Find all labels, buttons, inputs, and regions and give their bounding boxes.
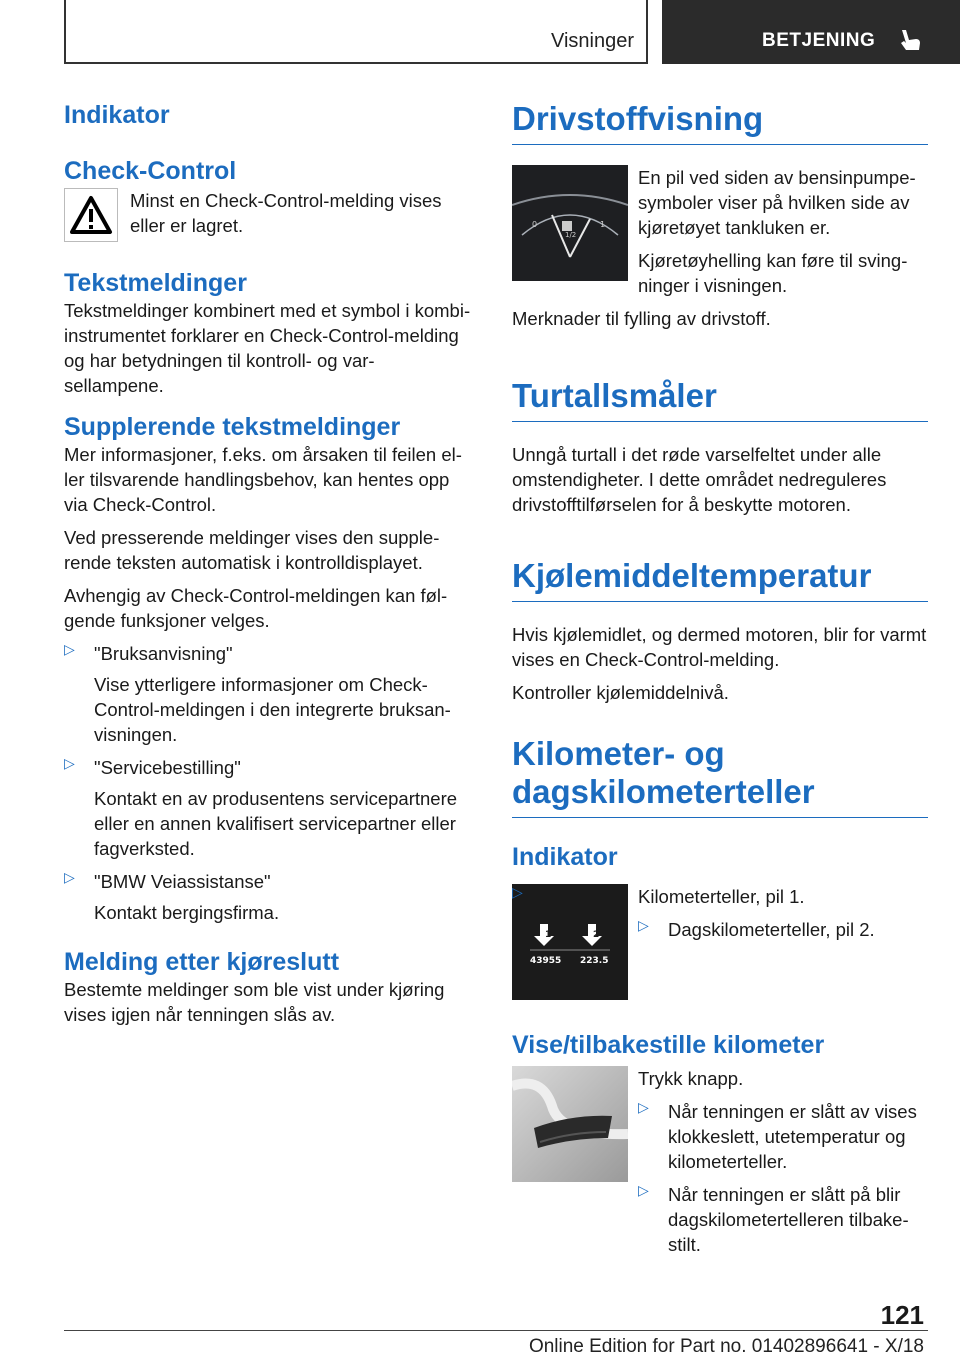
heading-kjolemiddeltemperatur: Kjølemiddeltemperatur xyxy=(512,557,928,602)
drivstoff-paragraph-3: Merknader til fylling av drivstoff. xyxy=(512,308,771,329)
bullet-triangle-icon: ▷ xyxy=(512,884,523,900)
chapter-tab-label: BETJENING xyxy=(762,30,876,51)
list-item: ▷ Dagskilometerteller, pil 2. xyxy=(638,917,875,940)
svg-text:2: 2 xyxy=(593,930,600,940)
bullet-triangle-icon: ▷ xyxy=(64,755,75,771)
list-item: ▷ "Bruksanvisning" Vise ytterligere informasjoner om Check-Control-meldingen i den integrerte bruksan-visningen. xyxy=(64,641,451,745)
turtall-text: Unngå turtall i det røde varselfeltet under alle omstendigheter. I dette området nedreguleres drivstofftilførselen for å beskytte motoren. xyxy=(512,444,887,515)
bullet-triangle-icon: ▷ xyxy=(638,1182,649,1198)
kjole-paragraph-2: Kontroller kjølemiddelnivå. xyxy=(512,682,729,703)
gauge-tick-0: 0 xyxy=(532,220,538,229)
bullet-triangle-icon: ▷ xyxy=(64,869,75,885)
supplerende-paragraph-1: Mer informasjoner, f.eks. om årsaken til feilen el-ler tilsvarende handlingsbehov, kan hentes opp via Check-Control. xyxy=(64,444,462,515)
heading-indikator-right: Indikator xyxy=(512,843,618,871)
supplerende-paragraph-2: Ved presserende meldinger vises den supple-rende teksten automatisk i kontrolldisplayet. xyxy=(64,527,440,573)
heading-tekstmeldinger: Tekstmeldinger xyxy=(64,269,247,297)
reset-button-image xyxy=(512,1066,628,1182)
gauge-tick-1: 1 xyxy=(600,220,606,229)
check-control-text: Minst en Check-Control-melding vises eller er lagret. xyxy=(130,190,442,236)
gauge-tick-half: 1/2 xyxy=(565,231,577,239)
heading-kilometer: Kilometer- og dagskilometerteller xyxy=(512,735,928,818)
tekstmeldinger-text: Tekstmeldinger kombinert med et symbol i kombi-instrumentet forklarer en Check-Control-melding og har betydningen til kontroll- og var-sellampene. xyxy=(64,300,471,396)
kjole-paragraph-1: Hvis kjølemidlet, og dermed motoren, blir for varmt vises en Check-Control-melding. xyxy=(512,624,927,670)
heading-melding-etter-kjoreslutt: Melding etter kjøreslutt xyxy=(64,948,340,976)
list-item: ▷ "BMW Veiassistanse" Kontakt bergingsfirma. xyxy=(64,869,280,923)
melding-text: Bestemte meldinger som ble vist under kjøring vises igjen når tenningen slås av. xyxy=(64,979,445,1025)
footer-divider xyxy=(64,1330,928,1331)
heading-turtallsmaler: Turtallsmåler xyxy=(512,377,928,422)
bullet-triangle-icon: ▷ xyxy=(64,641,75,657)
drivstoff-paragraph-1: En pil ved siden av bensinpumpe-symboler viser på hvilken side av kjøretøyet tankluken er. xyxy=(638,167,916,238)
page-number: 121 xyxy=(880,1300,924,1330)
bullet-triangle-icon: ▷ xyxy=(638,1099,649,1115)
list-item: ▷ Når tenningen er slått på blir dagskilometertelleren tilbake-stilt. xyxy=(638,1182,909,1255)
heading-supplerende: Supplerende tekstmeldinger xyxy=(64,413,401,441)
list-item: ▷ "Servicebestilling" Kontakt en av produsentens servicepartnere eller en annen kvalifisert servicepartner eller fagverksted. xyxy=(64,755,458,859)
section-tab-label: Visninger xyxy=(550,30,634,52)
heading-vise-tilbakestille: Vise/tilbakestille kilometer xyxy=(512,1031,825,1059)
bullet-triangle-icon: ▷ xyxy=(638,917,649,933)
list-item: ▷ Kilometerteller, pil 1. xyxy=(512,884,805,907)
svg-text:43955: 43955 xyxy=(530,956,562,966)
svg-text:1: 1 xyxy=(545,930,552,940)
heading-indikator: Indikator xyxy=(64,101,170,129)
drivstoff-paragraph-2: Kjøretøyhelling kan føre til sving-ninger i visningen. xyxy=(638,250,908,296)
supplerende-paragraph-3: Avhengig av Check-Control-meldingen kan føl-gende funksjoner velges. xyxy=(64,585,448,631)
right-column xyxy=(512,100,928,1257)
vise-text: Trykk knapp. xyxy=(638,1068,744,1089)
left-column xyxy=(64,100,474,1027)
fuel-gauge-image xyxy=(512,165,628,281)
pointing-hand-icon xyxy=(896,26,924,54)
fuel-pump-icon xyxy=(562,221,572,231)
section-tab xyxy=(64,0,648,64)
heading-drivstoffvisning: Drivstoffvisning xyxy=(512,100,928,145)
heading-check-control: Check-Control xyxy=(64,157,237,185)
svg-text:223.5: 223.5 xyxy=(580,956,609,966)
list-item: ▷ Når tenningen er slått av vises klokkeslett, utetemperatur og kilometerteller. xyxy=(638,1099,917,1172)
warning-triangle-icon xyxy=(64,188,118,242)
footer-edition: Online Edition for Part no. 01402896641 - X/18 xyxy=(528,1336,924,1357)
